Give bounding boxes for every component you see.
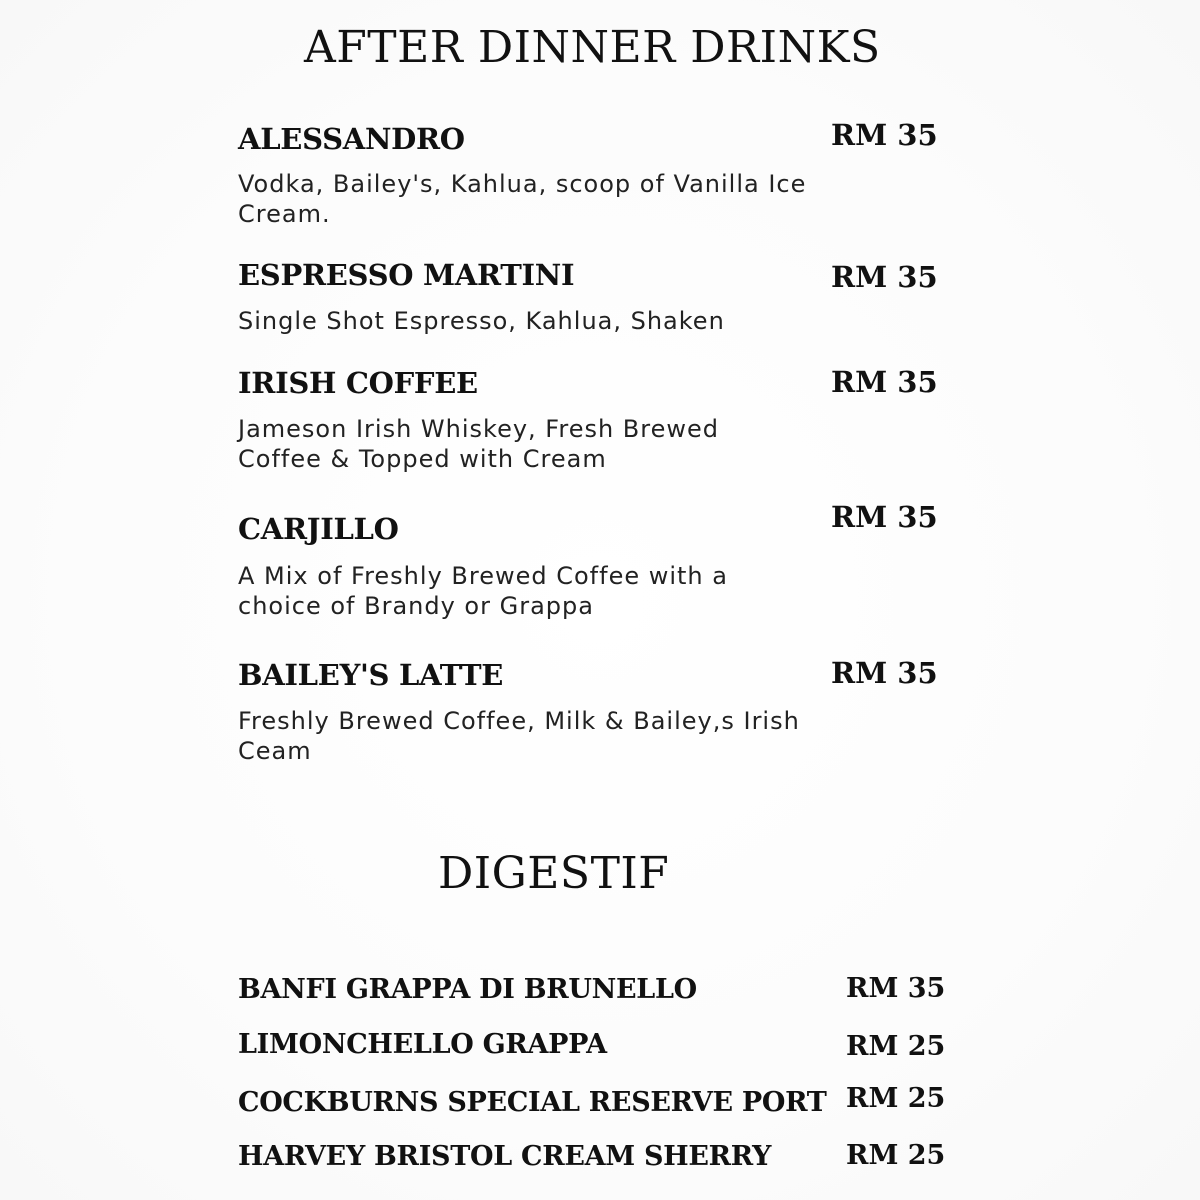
after-dinner-drinks-title: AFTER DINNER DRINKS [304, 22, 881, 73]
menu-item-description: Freshly Brewed Coffee, Milk & Bailey,s Irish Ceam [238, 707, 800, 765]
menu-item-name: CARJILLO [238, 512, 399, 546]
digestif-item-price: RM 25 [846, 1140, 946, 1171]
menu-item-name: ALESSANDRO [238, 122, 465, 156]
digestif-item-price: RM 35 [846, 973, 946, 1004]
digestif-item-price: RM 25 [846, 1083, 946, 1114]
menu-item-description: Vodka, Bailey's, Kahlua, scoop of Vanilla Ice Cream. [238, 170, 807, 228]
menu-item-price: RM 35 [831, 118, 938, 152]
menu-item-name: BAILEY'S LATTE [238, 658, 504, 692]
menu-item-description: Jameson Irish Whiskey, Fresh Brewed Coffee & Topped with Cream [238, 415, 720, 473]
digestif-item-name: BANFI GRAPPA DI BRUNELLO [238, 974, 697, 1005]
menu-item-price: RM 35 [831, 260, 938, 294]
menu-item-description: A Mix of Freshly Brewed Coffee with a choice of Brandy or Grappa [238, 562, 728, 620]
menu-item-price: RM 35 [831, 365, 938, 399]
menu-item-name: IRISH COFFEE [238, 366, 478, 400]
menu-item-description: Single Shot Espresso, Kahlua, Shaken [238, 307, 725, 335]
menu-item-name: ESPRESSO MARTINI [238, 258, 575, 292]
menu-item-price: RM 35 [831, 500, 938, 534]
digestif-title: DIGESTIF [438, 848, 670, 899]
digestif-item-name: COCKBURNS SPECIAL RESERVE PORT [238, 1087, 827, 1118]
digestif-item-name: LIMONCHELLO GRAPPA [238, 1029, 607, 1060]
menu-item-price: RM 35 [831, 656, 938, 690]
digestif-item-name: HARVEY BRISTOL CREAM SHERRY [238, 1141, 772, 1172]
digestif-item-price: RM 25 [846, 1031, 946, 1062]
